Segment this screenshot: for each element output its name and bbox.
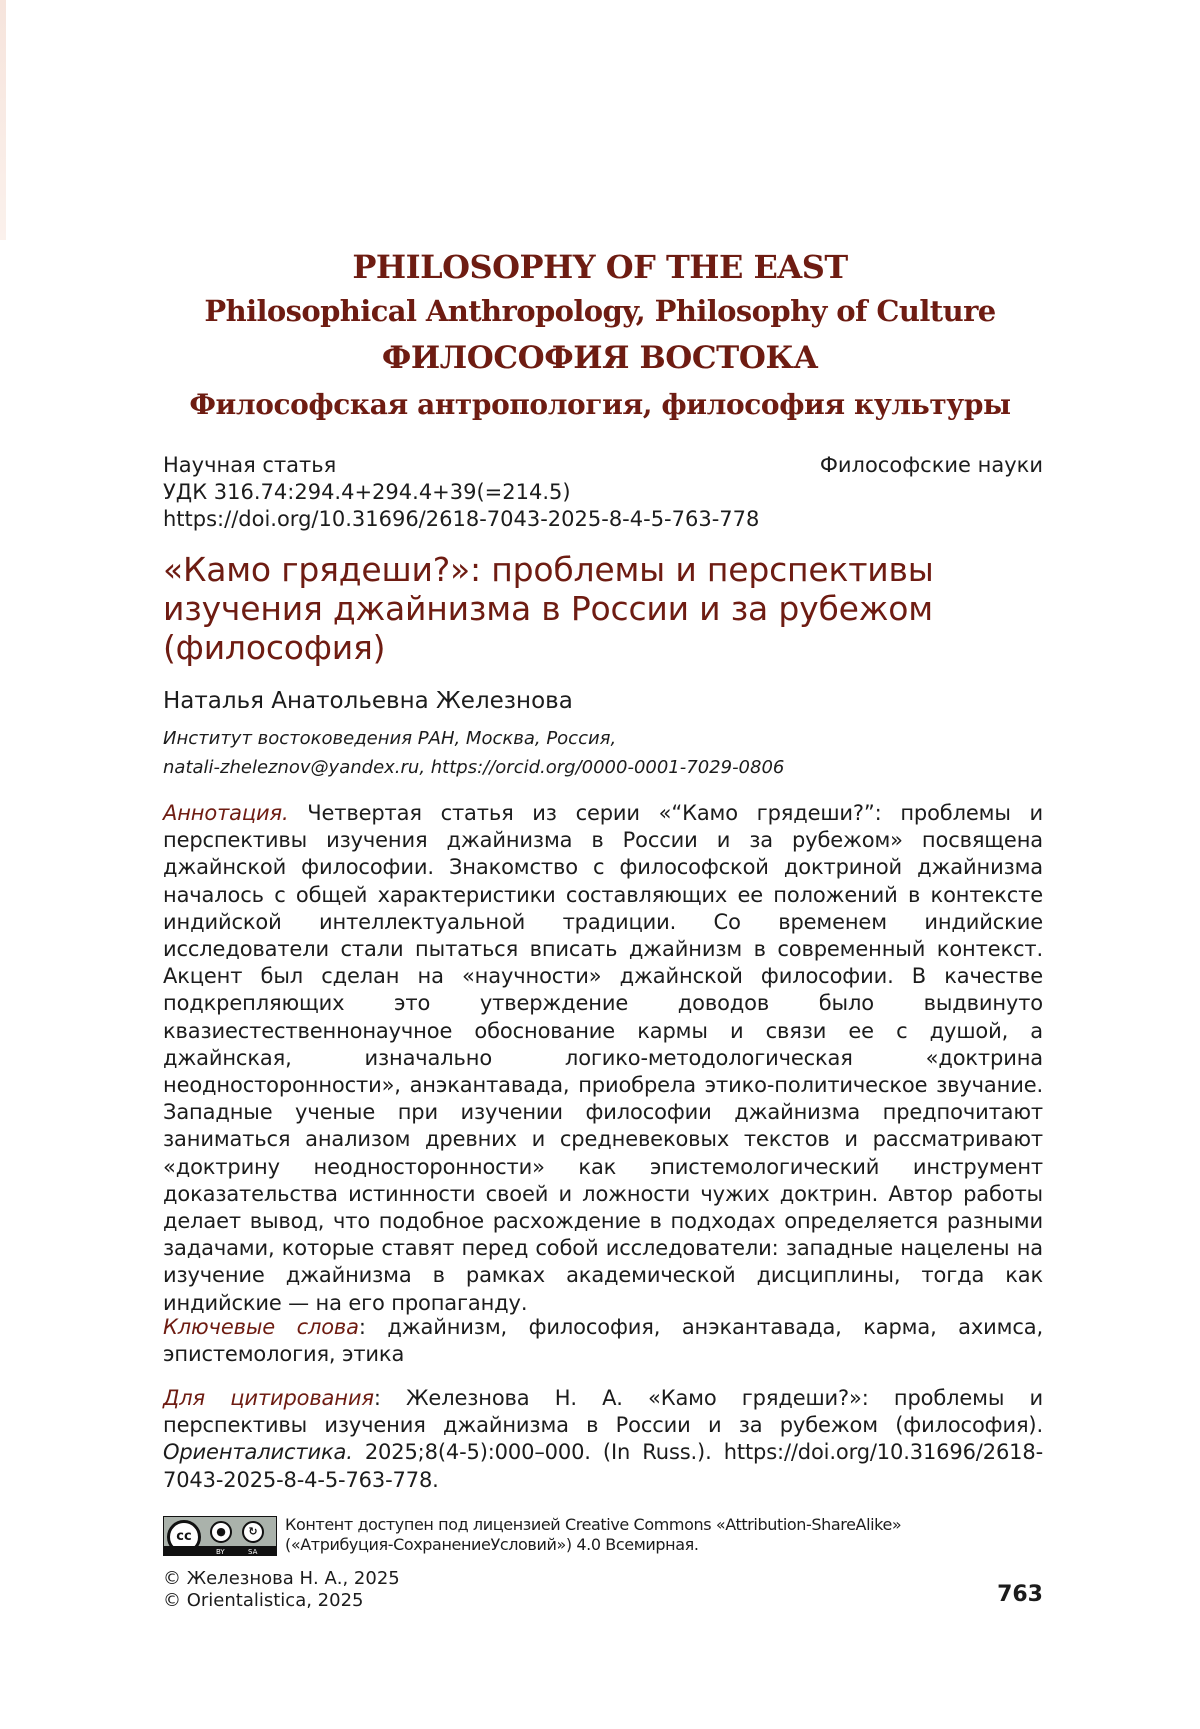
page-number: 763 xyxy=(997,1582,1043,1607)
copyright-journal: © Orientalistica, 2025 xyxy=(163,1590,364,1611)
article-title-line: «Камо грядеши?»: проблемы и перспективы xyxy=(163,550,934,589)
abstract-text: Четвертая статья из серии «“Камо грядеши?”: проблемы и перспективы изучения джайнизма в России и за рубежом» посвящена джайнской философии. Знакомство с философской доктриной джайнизма началось с общей характеристики составляющих ее положений в контексте индийской интеллектуальной традиции. Со временем индийские исследователи стали пытаться вписать джайнизм в современный контекст. Акцент был сделан на «научности» джайнской философии. В качестве подкрепляющих это утверждение доводов было выдвинуто квазиестественнонаучное обоснование кармы и связи ее с душой, а джайнская, изначально логико-методологическая «доктрина неодносторонности», анэкантавада, приобрела этико-политическое звучание. Западные ученые при изучении философии джайнизма предпочитают заниматься анализом древних и средневековых текстов и рассматривают «доктрину неодносторонности» как эпистемологический инструмент доказательства истинности своей и ложности чужих доктрин. Автор работы делает вывод, что подобное расхождение в подходах определяется разными задачами, которые ставят перед собой исследователи: западные нацелены на изучение джайнизма в рамках академической дисциплины, тогда как индийские — на его пропаганду. xyxy=(163,801,1043,1315)
badge-by-label: BY xyxy=(216,1548,225,1556)
license-block xyxy=(163,1516,1043,1556)
keywords-label: Ключевые слова xyxy=(163,1315,359,1339)
author-contacts[interactable]: natali-zheleznov@yandex.ru, https://orcid.org/0000-0001-7029-0806 xyxy=(163,757,785,778)
badge-sa-label: SA xyxy=(248,1548,258,1556)
cc-by-sa-badge[interactable] xyxy=(163,1516,277,1556)
citation-journal: Ориенталистика. xyxy=(163,1440,353,1465)
citation-text-end[interactable]: 2025;8(4-5):000–000. (In Russ.). https://doi.org/10.31696/2618-7043-2025-8-4-5-763-778. xyxy=(163,1440,1043,1492)
person-icon: ● xyxy=(210,1521,232,1543)
license-line: Контент доступен под лицензией Creative Commons «Attribution-ShareAlike» xyxy=(285,1515,902,1534)
author-affiliation-block xyxy=(163,724,784,782)
section-heading xyxy=(0,245,1200,427)
author-name: Наталья Анатольевна Железнова xyxy=(163,688,573,714)
abstract xyxy=(163,800,1043,1317)
copyright-author: © Железнова Н. А., 2025 xyxy=(163,1568,400,1589)
abstract-label: Аннотация. xyxy=(163,801,289,825)
udc-code: УДК 316.74:294.4+294.4+39(=214.5) xyxy=(163,480,571,504)
badge-band xyxy=(164,1546,276,1555)
section-heading-en: PHILOSOPHY OF THE EAST xyxy=(352,248,848,286)
doi-link[interactable]: https://doi.org/10.31696/2618-7043-2025-8-4-5-763-778 xyxy=(163,507,760,531)
subject-field: Философские науки xyxy=(819,453,1043,477)
article-title xyxy=(163,550,1043,667)
license-text xyxy=(285,1515,1065,1555)
citation-text: : Железнова Н. А. «Камо грядеши?»: проблемы и перспективы изучения джайнизма в России и за рубежом (философия). xyxy=(163,1386,1043,1438)
section-heading-ru: ФИЛОСОФИЯ ВОСТОКА xyxy=(381,340,819,376)
page-edge-strip xyxy=(0,0,6,240)
keywords xyxy=(163,1314,1043,1368)
citation-label: Для цитирования xyxy=(163,1386,374,1410)
section-subheading-ru: Философская антропология, философия культуры xyxy=(189,388,1011,421)
keywords-text: : джайнизм, философия, анэкантавада, карма, ахимса, эпистемология, этика xyxy=(163,1315,1043,1367)
author-affiliation: Институт востоковедения РАН, Москва, Россия, xyxy=(163,728,617,749)
section-subheading-en: Philosophical Anthropology, Philosophy of Culture xyxy=(204,294,996,328)
article-type: Научная статья xyxy=(163,453,337,477)
copyright-block xyxy=(163,1568,400,1612)
share-alike-icon: ↻ xyxy=(242,1521,264,1543)
license-line: («Атрибуция-СохранениеУсловий») 4.0 Всемирная. xyxy=(285,1535,699,1554)
article-title-line: (философия) xyxy=(163,628,386,667)
citation xyxy=(163,1385,1043,1494)
article-title-line: изучения джайнизма в России и за рубежом xyxy=(163,589,933,628)
cc-icon: cc xyxy=(167,1520,201,1554)
